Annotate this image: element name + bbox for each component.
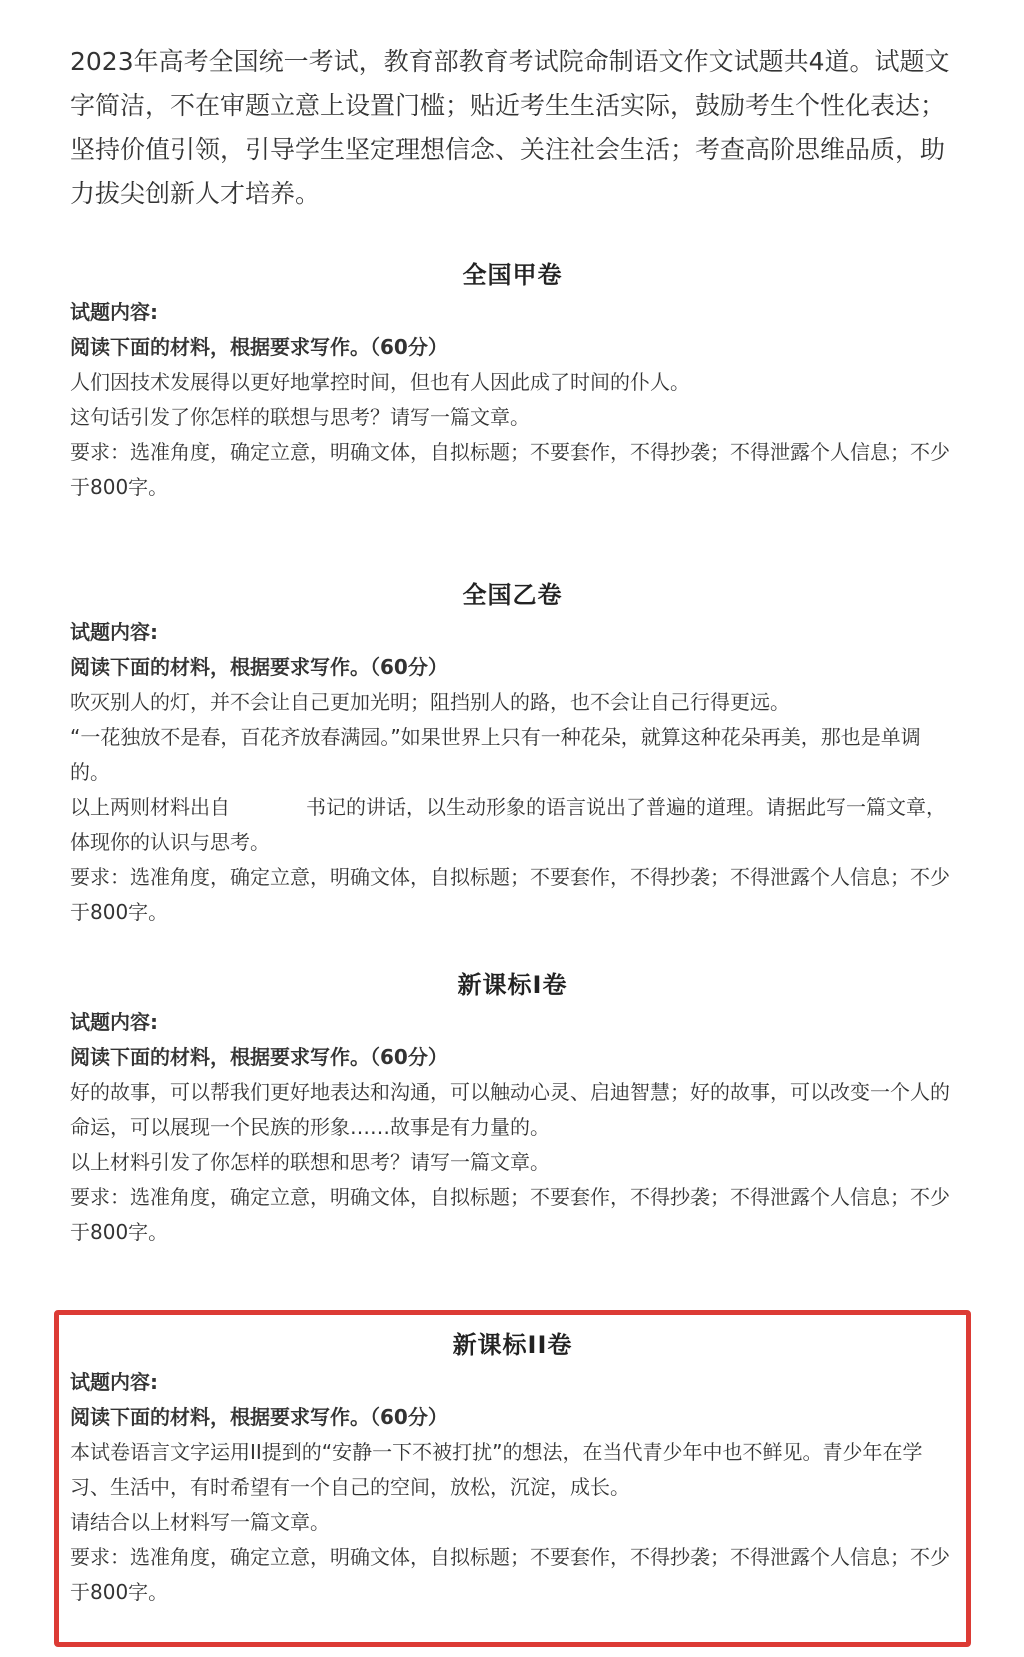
instruction	[70, 1040, 955, 1075]
section-title: 新课标I卷	[457, 971, 568, 999]
score: （60分）	[370, 1405, 448, 1429]
score: （60分）	[370, 1045, 448, 1069]
section-new-standard-2	[70, 1325, 955, 1610]
redacted-block	[230, 798, 306, 820]
section-title: 全国甲卷	[462, 261, 563, 289]
section-new-standard-1	[70, 965, 955, 1250]
instruction-text: 阅读下面的材料，根据要求写作。	[70, 1405, 370, 1429]
source-text-after: 书记的讲话，以生动形象的语言说出了普遍的道理。请据此写一篇文章，体现你的认识与思考。	[70, 795, 946, 854]
section-national-a	[70, 255, 955, 505]
requirement: 要求：选准角度，确定立意，明确文体，自拟标题；不要套作，不得抄袭；不得泄露个人信息；不少于800字。	[70, 1545, 950, 1604]
prompt-paragraph: 请结合以上材料写一篇文章。	[70, 1510, 330, 1534]
content-label: 试题内容:	[70, 1370, 158, 1394]
material-paragraph: 人们因技术发展得以更好地掌控时间，但也有人因此成了时间的仆人。	[70, 370, 690, 394]
instruction-text: 阅读下面的材料，根据要求写作。	[70, 655, 370, 679]
prompt-paragraph: 这句话引发了你怎样的联想与思考？请写一篇文章。	[70, 405, 530, 429]
prompt-paragraph: 以上材料引发了你怎样的联想和思考？请写一篇文章。	[70, 1150, 550, 1174]
intro-paragraph: 2023年高考全国统一考试，教育部教育考试院命制语文作文试题共4道。试题文字简洁，不在审题立意上设置门槛；贴近考生生活实际，鼓励考生个性化表达；坚持价值引领，引导学生坚定理想信念、关注社会生活；考查高阶思维品质，助力拔尖创新人才培养。	[70, 47, 950, 208]
score: （60分）	[370, 655, 448, 679]
content-label: 试题内容:	[70, 1010, 158, 1034]
instruction	[70, 1400, 955, 1435]
score: （60分）	[370, 335, 448, 359]
instruction	[70, 650, 955, 685]
material-paragraph: “一花独放不是春，百花齐放春满园。”如果世界上只有一种花朵，就算这种花朵再美，那也是单调的。	[70, 725, 921, 784]
content-label: 试题内容:	[70, 300, 158, 324]
source-text-before: 以上两则材料出自	[70, 795, 230, 819]
requirement: 要求：选准角度，确定立意，明确文体，自拟标题；不要套作，不得抄袭；不得泄露个人信息；不少于800字。	[70, 865, 950, 924]
section-title: 新课标II卷	[452, 1331, 573, 1359]
instruction-text: 阅读下面的材料，根据要求写作。	[70, 1045, 370, 1069]
material-paragraph: 吹灭别人的灯，并不会让自己更加光明；阻挡别人的路，也不会让自己行得更远。	[70, 690, 790, 714]
material-paragraph: 本试卷语言文字运用II提到的“安静一下不被打扰”的想法，在当代青少年中也不鲜见。青少年在学习、生活中，有时希望有一个自己的空间，放松，沉淀，成长。	[70, 1440, 923, 1499]
material-paragraph: 好的故事，可以帮我们更好地表达和沟通，可以触动心灵、启迪智慧；好的故事，可以改变一个人的命运，可以展现一个民族的形象……故事是有力量的。	[70, 1080, 950, 1139]
instruction-text: 阅读下面的材料，根据要求写作。	[70, 335, 370, 359]
source-paragraph	[70, 790, 955, 860]
requirement: 要求：选准角度，确定立意，明确文体，自拟标题；不要套作，不得抄袭；不得泄露个人信息；不少于800字。	[70, 440, 950, 499]
section-title: 全国乙卷	[462, 581, 563, 609]
instruction	[70, 330, 955, 365]
section-national-b	[70, 575, 955, 930]
content-label: 试题内容:	[70, 620, 158, 644]
requirement: 要求：选准角度，确定立意，明确文体，自拟标题；不要套作，不得抄袭；不得泄露个人信息；不少于800字。	[70, 1185, 950, 1244]
